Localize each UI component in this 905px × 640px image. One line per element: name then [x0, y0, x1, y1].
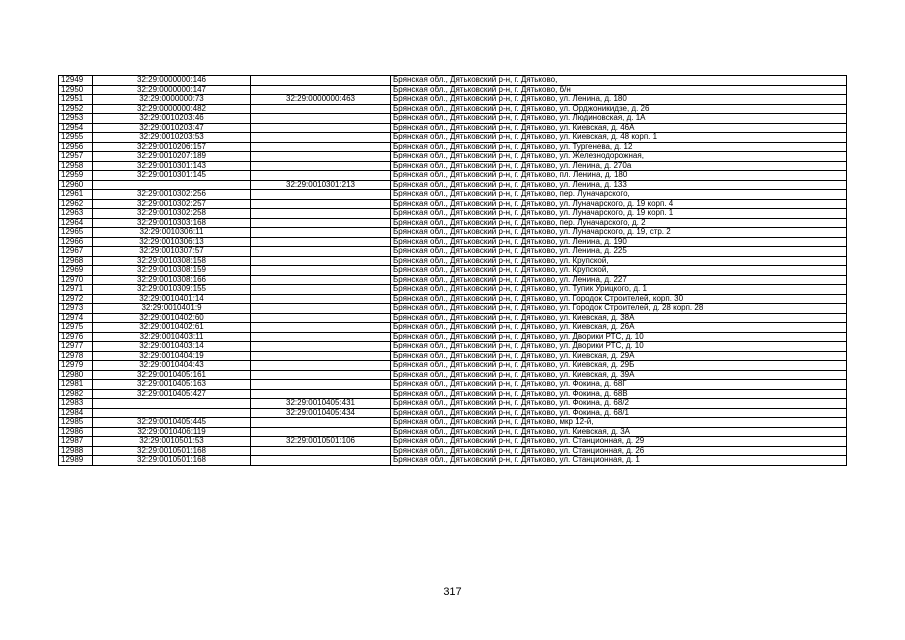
- page-number: 317: [443, 586, 462, 598]
- cadastral-number-cell: 32:29:0010405:161: [93, 370, 251, 380]
- address-cell: Брянская обл., Дятьковский р-н, г. Дятьково, ул. Киевская, д. 29Б: [391, 361, 847, 371]
- linked-cadastral-number-cell: [251, 304, 391, 314]
- cadastral-number-cell: 32:29:0000000:73: [93, 95, 251, 105]
- address-cell: Брянская обл., Дятьковский р-н, г. Дятьково, б/н: [391, 85, 847, 95]
- cadastral-number-cell: 32:29:0010207:189: [93, 152, 251, 162]
- table-row: [59, 76, 847, 86]
- row-number-cell: 12983: [59, 399, 93, 409]
- linked-cadastral-number-cell: [251, 285, 391, 295]
- cadastral-number-cell: 32:29:0010306:13: [93, 237, 251, 247]
- row-number-cell: 12979: [59, 361, 93, 371]
- cadastral-number-cell: 32:29:0010402:61: [93, 323, 251, 333]
- table-row: [59, 85, 847, 95]
- address-cell: Брянская обл., Дятьковский р-н, г. Дятьково, пер. Луначарского,: [391, 190, 847, 200]
- cadastral-number-cell: 32:29:0010308:159: [93, 266, 251, 276]
- address-cell: Брянская обл., Дятьковский р-н, г. Дятьково, ул. Железнодорожная,: [391, 152, 847, 162]
- table-row: [59, 237, 847, 247]
- address-cell: Брянская обл., Дятьковский р-н, г. Дятьково, ул. Городок Строителей, д. 28 корп. 28: [391, 304, 847, 314]
- table-row: [59, 247, 847, 257]
- linked-cadastral-number-cell: [251, 228, 391, 238]
- address-cell: Брянская обл., Дятьковский р-н, г. Дятьково, ул. Орджоникидзе, д. 26: [391, 104, 847, 114]
- address-cell: Брянская обл., Дятьковский р-н, г. Дятьково, ул. Крупской,: [391, 266, 847, 276]
- table-row: [59, 361, 847, 371]
- cadastral-number-cell: 32:29:0010308:166: [93, 275, 251, 285]
- linked-cadastral-number-cell: 32:29:0010301:213: [251, 180, 391, 190]
- address-cell: Брянская обл., Дятьковский р-н, г. Дятьково, ул. Станционная, д. 29: [391, 437, 847, 447]
- row-number-cell: 12949: [59, 76, 93, 86]
- row-number-cell: 12987: [59, 437, 93, 447]
- address-cell: Брянская обл., Дятьковский р-н, г. Дятьково, ул. Киевская, д. 26А: [391, 323, 847, 333]
- address-cell: Брянская обл., Дятьковский р-н, г. Дятьково, ул. Киевская, д. 39А: [391, 370, 847, 380]
- row-number-cell: 12960: [59, 180, 93, 190]
- table-row: [59, 95, 847, 105]
- linked-cadastral-number-cell: [251, 370, 391, 380]
- table-row: [59, 446, 847, 456]
- row-number-cell: 12984: [59, 408, 93, 418]
- address-cell: Брянская обл., Дятьковский р-н, г. Дятьково, ул. Ленина, д. 227: [391, 275, 847, 285]
- table-row: [59, 437, 847, 447]
- row-number-cell: 12971: [59, 285, 93, 295]
- linked-cadastral-number-cell: [251, 446, 391, 456]
- linked-cadastral-number-cell: [251, 294, 391, 304]
- cadastral-number-cell: 32:29:0010307:57: [93, 247, 251, 257]
- cadastral-number-cell: 32:29:0000000:146: [93, 76, 251, 86]
- row-number-cell: 12969: [59, 266, 93, 276]
- table-row: [59, 370, 847, 380]
- address-cell: Брянская обл., Дятьковский р-н, г. Дятьково, ул. Ленина, д. 180: [391, 95, 847, 105]
- cadastral-number-cell: 32:29:0010309:155: [93, 285, 251, 295]
- address-cell: Брянская обл., Дятьковский р-н, г. Дятьково, ул. Киевская, д. 38А: [391, 313, 847, 323]
- linked-cadastral-number-cell: [251, 351, 391, 361]
- cadastral-number-cell: 32:29:0010302:256: [93, 190, 251, 200]
- row-number-cell: 12970: [59, 275, 93, 285]
- cadastral-number-cell: 32:29:0010308:158: [93, 256, 251, 266]
- table-row: [59, 408, 847, 418]
- address-cell: Брянская обл., Дятьковский р-н, г. Дятьково, ул. Ленина, д. 225: [391, 247, 847, 257]
- linked-cadastral-number-cell: 32:29:0010405:431: [251, 399, 391, 409]
- row-number-cell: 12954: [59, 123, 93, 133]
- address-cell: Брянская обл., Дятьковский р-н, г. Дятьково,: [391, 76, 847, 86]
- table-row: [59, 180, 847, 190]
- row-number-cell: 12977: [59, 342, 93, 352]
- row-number-cell: 12980: [59, 370, 93, 380]
- row-number-cell: 12974: [59, 313, 93, 323]
- row-number-cell: 12981: [59, 380, 93, 390]
- row-number-cell: 12986: [59, 427, 93, 437]
- cadastral-number-cell: 32:29:0010206:157: [93, 142, 251, 152]
- table-row: [59, 199, 847, 209]
- linked-cadastral-number-cell: [251, 256, 391, 266]
- address-cell: Брянская обл., Дятьковский р-н, г. Дятьково, ул. Дворики РТС, д. 10: [391, 332, 847, 342]
- row-number-cell: 12964: [59, 218, 93, 228]
- table-row: [59, 313, 847, 323]
- address-cell: Брянская обл., Дятьковский р-н, г. Дятьково, ул. Дворики РТС, д. 10: [391, 342, 847, 352]
- table-row: [59, 304, 847, 314]
- table-row: [59, 218, 847, 228]
- linked-cadastral-number-cell: [251, 332, 391, 342]
- linked-cadastral-number-cell: [251, 209, 391, 219]
- linked-cadastral-number-cell: [251, 142, 391, 152]
- linked-cadastral-number-cell: [251, 114, 391, 124]
- row-number-cell: 12975: [59, 323, 93, 333]
- address-cell: Брянская обл., Дятьковский р-н, г. Дятьково, ул. Фокина, д. 68В: [391, 389, 847, 399]
- table-row: [59, 456, 847, 466]
- linked-cadastral-number-cell: [251, 133, 391, 143]
- linked-cadastral-number-cell: [251, 323, 391, 333]
- address-cell: Брянская обл., Дятьковский р-н, г. Дятьково, пл. Ленина, д. 180: [391, 171, 847, 181]
- table-row: [59, 294, 847, 304]
- address-cell: Брянская обл., Дятьковский р-н, г. Дятьково, ул. Луначарского, д. 19 корп. 1: [391, 209, 847, 219]
- row-number-cell: 12973: [59, 304, 93, 314]
- address-cell: Брянская обл., Дятьковский р-н, г. Дятьково, ул. Ленина, д. 133: [391, 180, 847, 190]
- cadastral-number-cell: 32:29:0010306:11: [93, 228, 251, 238]
- table-row: [59, 427, 847, 437]
- linked-cadastral-number-cell: [251, 275, 391, 285]
- cadastral-number-cell: 32:29:0010401:14: [93, 294, 251, 304]
- cadastral-number-cell: 32:29:0010203:46: [93, 114, 251, 124]
- registry-table: [58, 75, 847, 466]
- row-number-cell: 12978: [59, 351, 93, 361]
- row-number-cell: 12982: [59, 389, 93, 399]
- row-number-cell: 12989: [59, 456, 93, 466]
- row-number-cell: 12968: [59, 256, 93, 266]
- address-cell: Брянская обл., Дятьковский р-н, г. Дятьково, ул. Фокина, д. 68/2: [391, 399, 847, 409]
- cadastral-number-cell: 32:29:0010203:53: [93, 133, 251, 143]
- cadastral-number-cell: 32:29:0010404:43: [93, 361, 251, 371]
- cadastral-number-cell: 32:29:0010406:119: [93, 427, 251, 437]
- cadastral-number-cell: 32:29:0000000:482: [93, 104, 251, 114]
- linked-cadastral-number-cell: 32:29:0000000:463: [251, 95, 391, 105]
- row-number-cell: 12953: [59, 114, 93, 124]
- address-cell: Брянская обл., Дятьковский р-н, г. Дятьково, пер. Луначарского, д. 2: [391, 218, 847, 228]
- linked-cadastral-number-cell: [251, 237, 391, 247]
- row-number-cell: 12955: [59, 133, 93, 143]
- cadastral-number-cell: 32:29:0010405:445: [93, 418, 251, 428]
- linked-cadastral-number-cell: [251, 85, 391, 95]
- linked-cadastral-number-cell: [251, 152, 391, 162]
- row-number-cell: 12965: [59, 228, 93, 238]
- cadastral-number-cell: 32:29:0010302:258: [93, 209, 251, 219]
- linked-cadastral-number-cell: [251, 361, 391, 371]
- linked-cadastral-number-cell: [251, 313, 391, 323]
- table-row: [59, 209, 847, 219]
- cadastral-number-cell: 32:29:0010302:257: [93, 199, 251, 209]
- linked-cadastral-number-cell: [251, 342, 391, 352]
- row-number-cell: 12951: [59, 95, 93, 105]
- table-row: [59, 332, 847, 342]
- table-row: [59, 152, 847, 162]
- table-row: [59, 123, 847, 133]
- address-cell: Брянская обл., Дятьковский р-н, г. Дятьково, ул. Киевская, д. 48 корп. 1: [391, 133, 847, 143]
- cadastral-number-cell: 32:29:0010404:19: [93, 351, 251, 361]
- cadastral-number-cell: [93, 180, 251, 190]
- cadastral-number-cell: 32:29:0010501:53: [93, 437, 251, 447]
- cadastral-number-cell: 32:29:0000000:147: [93, 85, 251, 95]
- linked-cadastral-number-cell: [251, 266, 391, 276]
- linked-cadastral-number-cell: [251, 380, 391, 390]
- table-row: [59, 256, 847, 266]
- address-cell: Брянская обл., Дятьковский р-н, г. Дятьково, ул. Луначарского, д. 19 корп. 4: [391, 199, 847, 209]
- address-cell: Брянская обл., Дятьковский р-н, г. Дятьково, ул. Ленина, д. 190: [391, 237, 847, 247]
- address-cell: Брянская обл., Дятьковский р-н, г. Дятьково, ул. Киевская, д. 46А: [391, 123, 847, 133]
- linked-cadastral-number-cell: 32:29:0010501:106: [251, 437, 391, 447]
- table-row: [59, 114, 847, 124]
- linked-cadastral-number-cell: [251, 123, 391, 133]
- table-row: [59, 380, 847, 390]
- row-number-cell: 12962: [59, 199, 93, 209]
- linked-cadastral-number-cell: [251, 76, 391, 86]
- row-number-cell: 12967: [59, 247, 93, 257]
- table-row: [59, 418, 847, 428]
- table-row: [59, 399, 847, 409]
- cadastral-number-cell: [93, 408, 251, 418]
- cadastral-number-cell: 32:29:0010402:60: [93, 313, 251, 323]
- row-number-cell: 12972: [59, 294, 93, 304]
- table-row: [59, 389, 847, 399]
- table-row: [59, 228, 847, 238]
- cadastral-number-cell: 32:29:0010403:11: [93, 332, 251, 342]
- linked-cadastral-number-cell: [251, 104, 391, 114]
- address-cell: Брянская обл., Дятьковский р-н, г. Дятьково, ул. Луначарского, д. 19, стр. 2: [391, 228, 847, 238]
- address-cell: Брянская обл., Дятьковский р-н, г. Дятьково, ул. Городок Строителей, корп. 30: [391, 294, 847, 304]
- row-number-cell: 12976: [59, 332, 93, 342]
- linked-cadastral-number-cell: [251, 427, 391, 437]
- table-row: [59, 171, 847, 181]
- cadastral-number-cell: 32:29:0010401:9: [93, 304, 251, 314]
- row-number-cell: 12966: [59, 237, 93, 247]
- row-number-cell: 12957: [59, 152, 93, 162]
- cadastral-number-cell: 32:29:0010405:427: [93, 389, 251, 399]
- table-row: [59, 285, 847, 295]
- address-cell: Брянская обл., Дятьковский р-н, г. Дятьково, ул. Тургенева, д. 12: [391, 142, 847, 152]
- cadastral-number-cell: 32:29:0010501:168: [93, 456, 251, 466]
- linked-cadastral-number-cell: [251, 171, 391, 181]
- linked-cadastral-number-cell: [251, 418, 391, 428]
- row-number-cell: 12959: [59, 171, 93, 181]
- registry-table-body: [59, 76, 847, 466]
- cadastral-number-cell: 32:29:0010501:168: [93, 446, 251, 456]
- cadastral-number-cell: 32:29:0010405:163: [93, 380, 251, 390]
- table-row: [59, 133, 847, 143]
- table-row: [59, 190, 847, 200]
- address-cell: Брянская обл., Дятьковский р-н, г. Дятьково, ул. Ленина, д. 270а: [391, 161, 847, 171]
- linked-cadastral-number-cell: [251, 247, 391, 257]
- row-number-cell: 12961: [59, 190, 93, 200]
- cadastral-number-cell: 32:29:0010301:143: [93, 161, 251, 171]
- address-cell: Брянская обл., Дятьковский р-н, г. Дятьково, мкр 12-й,: [391, 418, 847, 428]
- address-cell: Брянская обл., Дятьковский р-н, г. Дятьково, ул. Фокина, д. 68/1: [391, 408, 847, 418]
- address-cell: Брянская обл., Дятьковский р-н, г. Дятьково, ул. Фокина, д. 68Г: [391, 380, 847, 390]
- row-number-cell: 12950: [59, 85, 93, 95]
- linked-cadastral-number-cell: [251, 161, 391, 171]
- table-row: [59, 266, 847, 276]
- table-row: [59, 104, 847, 114]
- row-number-cell: 12956: [59, 142, 93, 152]
- cadastral-number-cell: [93, 399, 251, 409]
- address-cell: Брянская обл., Дятьковский р-н, г. Дятьково, ул. Людиновская, д. 1А: [391, 114, 847, 124]
- cadastral-number-cell: 32:29:0010303:168: [93, 218, 251, 228]
- row-number-cell: 12985: [59, 418, 93, 428]
- table-row: [59, 351, 847, 361]
- row-number-cell: 12963: [59, 209, 93, 219]
- address-cell: Брянская обл., Дятьковский р-н, г. Дятьково, ул. Тупик Урицкого, д. 1: [391, 285, 847, 295]
- linked-cadastral-number-cell: [251, 389, 391, 399]
- cadastral-number-cell: 32:29:0010203:47: [93, 123, 251, 133]
- row-number-cell: 12988: [59, 446, 93, 456]
- address-cell: Брянская обл., Дятьковский р-н, г. Дятьково, ул. Станционная, д. 1: [391, 456, 847, 466]
- linked-cadastral-number-cell: [251, 218, 391, 228]
- row-number-cell: 12952: [59, 104, 93, 114]
- linked-cadastral-number-cell: [251, 199, 391, 209]
- table-row: [59, 342, 847, 352]
- address-cell: Брянская обл., Дятьковский р-н, г. Дятьково, ул. Киевская, д. 3А: [391, 427, 847, 437]
- address-cell: Брянская обл., Дятьковский р-н, г. Дятьково, ул. Станционная, д. 26: [391, 446, 847, 456]
- linked-cadastral-number-cell: [251, 456, 391, 466]
- table-row: [59, 323, 847, 333]
- table-row: [59, 161, 847, 171]
- linked-cadastral-number-cell: [251, 190, 391, 200]
- row-number-cell: 12958: [59, 161, 93, 171]
- address-cell: Брянская обл., Дятьковский р-н, г. Дятьково, ул. Крупской,: [391, 256, 847, 266]
- table-row: [59, 275, 847, 285]
- linked-cadastral-number-cell: 32:29:0010405:434: [251, 408, 391, 418]
- table-row: [59, 142, 847, 152]
- cadastral-number-cell: 32:29:0010403:14: [93, 342, 251, 352]
- cadastral-number-cell: 32:29:0010301:145: [93, 171, 251, 181]
- address-cell: Брянская обл., Дятьковский р-н, г. Дятьково, ул. Киевская, д. 29А: [391, 351, 847, 361]
